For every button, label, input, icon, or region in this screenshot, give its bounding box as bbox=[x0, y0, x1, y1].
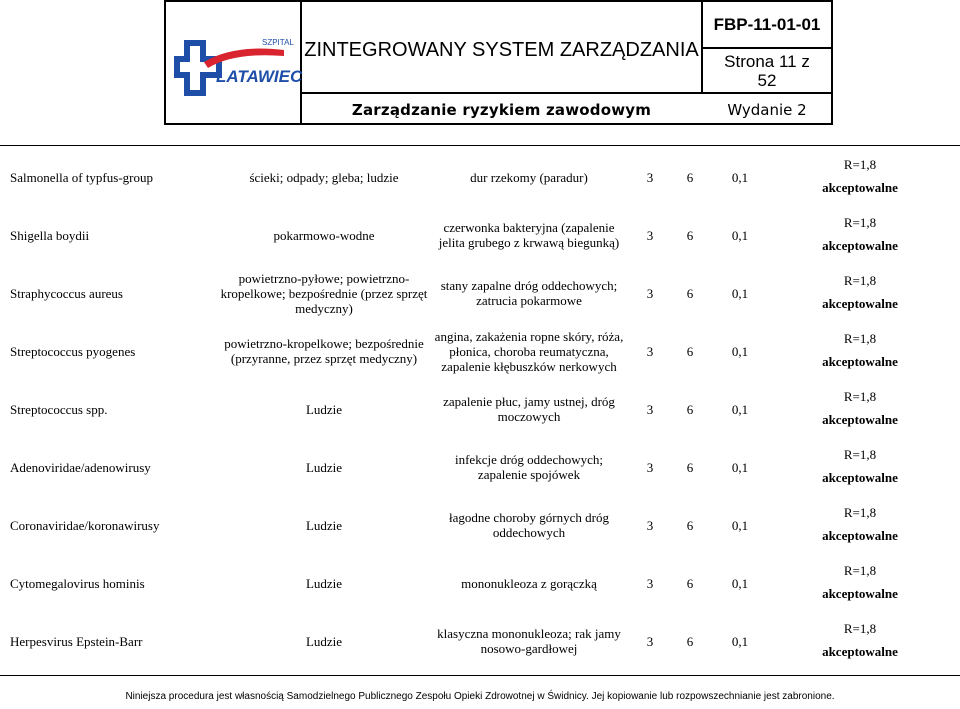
weight-cell: 0,1 bbox=[731, 343, 749, 359]
risk-assessment: akceptowalne bbox=[822, 354, 898, 369]
risk-value: R=1,8 bbox=[843, 563, 877, 578]
weight-cell: 0,1 bbox=[731, 169, 749, 185]
table-row bbox=[0, 612, 960, 670]
risk-cell bbox=[780, 438, 940, 496]
probability-cell: 3 bbox=[646, 575, 654, 591]
route-cell: powietrzno-pyłowe; powietrzno-kropelkowe; bezpośrednie (przez sprzęt medyczny) bbox=[220, 270, 428, 316]
severity-cell: 6 bbox=[686, 633, 694, 649]
agent-cell: Streptococcus spp. bbox=[10, 401, 108, 417]
document-code: FBP-11-01-01 bbox=[713, 14, 821, 34]
risk-value: R=1,8 bbox=[843, 621, 877, 636]
severity-cell: 6 bbox=[686, 343, 694, 359]
probability-cell: 3 bbox=[646, 285, 654, 301]
hospital-logo-graphic bbox=[174, 32, 303, 102]
risk-cell bbox=[780, 148, 940, 206]
effect-cell: zapalenie płuc, jamy ustnej, dróg moczowych bbox=[443, 394, 615, 424]
route-cell: Ludzie bbox=[305, 575, 343, 591]
effect-cell: klasyczna mononukleoza; rak jamy nosowo-gardłowej bbox=[437, 626, 621, 656]
risk-cell bbox=[780, 206, 940, 264]
probability-cell: 3 bbox=[646, 517, 654, 533]
effect-cell: dur rzekomy (paradur) bbox=[470, 169, 588, 185]
document-header bbox=[164, 0, 833, 125]
system-title: ZINTEGROWANY SYSTEM ZARZĄDZANIA bbox=[304, 38, 699, 61]
risk-cell bbox=[780, 322, 940, 380]
risk-assessment: akceptowalne bbox=[822, 296, 898, 311]
risk-assessment: akceptowalne bbox=[822, 644, 898, 659]
route-cell: Ludzie bbox=[305, 517, 343, 533]
agent-cell: Shigella boydii bbox=[10, 227, 90, 243]
table-row bbox=[0, 206, 960, 264]
risk-table bbox=[0, 145, 960, 676]
svg-text:SZPITAL: SZPITAL bbox=[262, 38, 294, 47]
weight-cell: 0,1 bbox=[731, 459, 749, 475]
route-cell: Ludzie bbox=[305, 401, 343, 417]
table-row bbox=[0, 554, 960, 612]
agent-cell: Straphycoccus aureus bbox=[10, 285, 123, 301]
table-row bbox=[0, 438, 960, 496]
table-row bbox=[0, 496, 960, 554]
effect-cell: mononukleoza z gorączką bbox=[461, 575, 597, 591]
risk-assessment: akceptowalne bbox=[822, 586, 898, 601]
probability-cell: 3 bbox=[646, 633, 654, 649]
risk-assessment: akceptowalne bbox=[822, 180, 898, 195]
risk-cell bbox=[780, 496, 940, 554]
severity-cell: 6 bbox=[686, 459, 694, 475]
effect-cell: łagodne choroby górnych dróg oddechowych bbox=[449, 510, 609, 540]
edition-label: Wydanie 2 bbox=[727, 100, 807, 119]
risk-cell bbox=[780, 554, 940, 612]
probability-cell: 3 bbox=[646, 401, 654, 417]
risk-assessment: akceptowalne bbox=[822, 412, 898, 427]
route-cell: powietrzno-kropelkowe; bezpośrednie (przyranne, przez sprzęt medyczny) bbox=[224, 336, 424, 366]
document-subtitle: Zarządzanie ryzykiem zawodowym bbox=[351, 100, 652, 119]
probability-cell: 3 bbox=[646, 459, 654, 475]
risk-value: R=1,8 bbox=[843, 157, 877, 172]
risk-value: R=1,8 bbox=[843, 273, 877, 288]
route-cell: pokarmowo-wodne bbox=[273, 227, 375, 243]
route-cell: ścieki; odpady; gleba; ludzie bbox=[249, 169, 399, 185]
effect-cell: stany zapalne dróg oddechowych; zatrucia pokarmowe bbox=[440, 278, 618, 308]
risk-assessment: akceptowalne bbox=[822, 238, 898, 253]
weight-cell: 0,1 bbox=[731, 633, 749, 649]
agent-cell: Cytomegalovirus hominis bbox=[10, 575, 145, 591]
agent-cell: Streptococcus pyogenes bbox=[10, 343, 136, 359]
footer-notice: Niniejsza procedura jest własnością Samodzielnego Publicznego Zespołu Opieki Zdrowotnej w Świdnicy. Jej kopiowanie lub rozpowszechnianie jest zabronione. bbox=[125, 691, 835, 702]
severity-cell: 6 bbox=[686, 227, 694, 243]
risk-assessment: akceptowalne bbox=[822, 528, 898, 543]
effect-cell: angina, zakażenia ropne skóry, róża, płonica, choroba reumatyczna, zapalenie kłębuszków nerkowych bbox=[434, 328, 624, 374]
risk-cell bbox=[780, 380, 940, 438]
weight-cell: 0,1 bbox=[731, 401, 749, 417]
severity-cell: 6 bbox=[686, 517, 694, 533]
effect-cell: infekcje dróg oddechowych; zapalenie spojówek bbox=[454, 452, 603, 482]
risk-value: R=1,8 bbox=[843, 447, 877, 462]
table-row bbox=[0, 380, 960, 438]
hospital-logo bbox=[174, 32, 303, 102]
risk-value: R=1,8 bbox=[843, 505, 877, 520]
agent-cell: Herpesvirus Epstein-Barr bbox=[10, 633, 143, 649]
weight-cell: 0,1 bbox=[731, 285, 749, 301]
risk-cell bbox=[780, 612, 940, 670]
effect-cell: czerwonka bakteryjna (zapalenie jelita grubego z krwawą biegunką) bbox=[438, 220, 620, 250]
route-cell: Ludzie bbox=[305, 633, 343, 649]
agent-cell: Salmonella of typfus-group bbox=[10, 169, 153, 185]
severity-cell: 6 bbox=[686, 169, 694, 185]
agent-cell: Coronaviridae/koronawirusy bbox=[10, 517, 160, 533]
risk-value: R=1,8 bbox=[843, 389, 877, 404]
page-number-text: Strona 11 z 52 bbox=[724, 51, 810, 90]
agent-cell: Adenoviridae/adenowirusy bbox=[10, 459, 151, 475]
risk-assessment: akceptowalne bbox=[822, 470, 898, 485]
route-cell: Ludzie bbox=[305, 459, 343, 475]
table-row bbox=[0, 264, 960, 322]
probability-cell: 3 bbox=[646, 343, 654, 359]
severity-cell: 6 bbox=[686, 285, 694, 301]
table-row bbox=[0, 322, 960, 380]
risk-value: R=1,8 bbox=[843, 331, 877, 346]
risk-cell bbox=[780, 264, 940, 322]
severity-cell: 6 bbox=[686, 575, 694, 591]
probability-cell: 3 bbox=[646, 169, 654, 185]
svg-text:LATAWIEC: LATAWIEC bbox=[216, 67, 303, 86]
table-row bbox=[0, 148, 960, 206]
weight-cell: 0,1 bbox=[731, 227, 749, 243]
weight-cell: 0,1 bbox=[731, 517, 749, 533]
weight-cell: 0,1 bbox=[731, 575, 749, 591]
risk-value: R=1,8 bbox=[843, 215, 877, 230]
page-number bbox=[703, 49, 831, 92]
severity-cell: 6 bbox=[686, 401, 694, 417]
probability-cell: 3 bbox=[646, 227, 654, 243]
